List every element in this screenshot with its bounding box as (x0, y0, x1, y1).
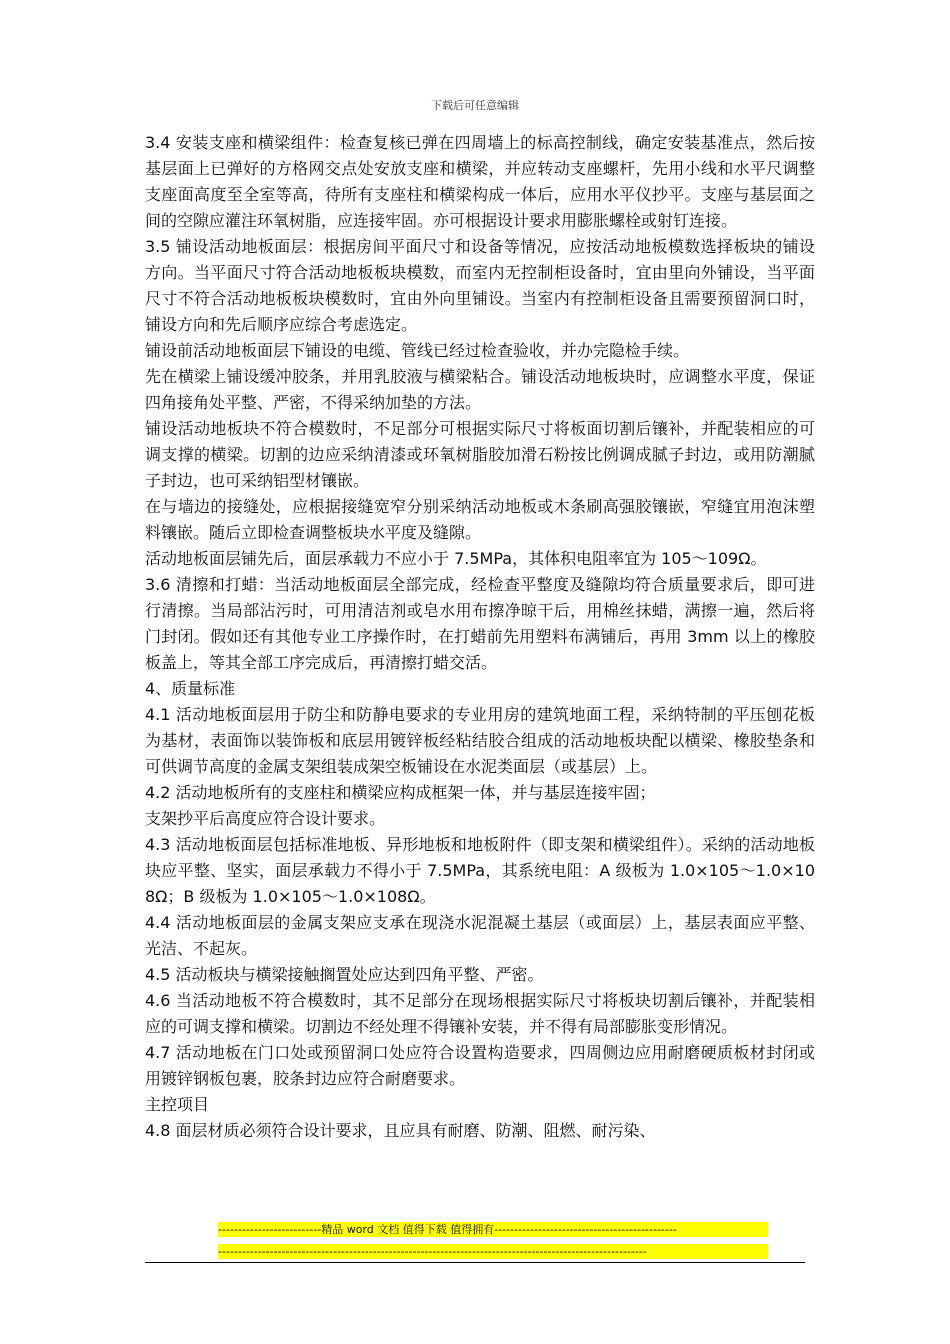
paragraph-buffer-strip: 先在横梁上铺设缓冲胶条，并用乳胶液与横梁粘合。铺设活动地板块时，应调整水平度，保证四角接角处平整、严密，不得采纳加垫的方法。 (145, 367, 815, 412)
paragraph-4-4: 4.4 活动地板面层的金属支架应支承在现浇水泥混凝土基层（或面层）上，基层表面应平整、光洁、不起灰。 (145, 913, 815, 958)
paragraph-4-7: 4.7 活动地板在门口处或预留洞口处应符合设置构造要求，四周侧边应用耐磨硬质板材封闭或用镀锌钢板包裹，胶条封边应符合耐磨要求。 (145, 1043, 815, 1088)
page-header-note: 下载后可任意编辑 (431, 99, 519, 112)
paragraph-4-6: 4.6 当活动地板不符合模数时，其不足部分在现场根据实际尺寸将板块切割后镶补，并配装相应的可调支撑和横梁。切割边不经处理不得镶补安装，并不得有局部膨胀变形情况。 (145, 991, 815, 1036)
paragraph-wall-joint: 在与墙边的接缝处，应根据接缝宽窄分别采纳活动地板或木条刷高强胶镶嵌，窄缝宜用泡沫塑料镶嵌。随后立即检查调整板块水平度及缝隙。 (145, 497, 815, 542)
paragraph-non-modular: 铺设活动地板块不符合模数时，不足部分可根据实际尺寸将板面切割后镶补，并配装相应的可调支撑的横梁。切割的边应采纳清漆或环氧树脂胶加滑石粉按比例调成腻子封边，或用防潮腻子封边，也可采纳铝型材镶嵌。 (145, 419, 815, 490)
document-body (145, 130, 815, 1144)
paragraph-4-5: 4.5 活动板块与横梁接触搁置处应达到四角平整、严密。 (145, 965, 544, 984)
paragraph-4-3: 4.3 活动地板面层包括标准地板、异形地板和地板附件（即支架和横梁组件）。采纳的活动地板块应平整、坚实，面层承载力不得小于 7.5MPa，其系统电阻：A 级板为 1.0×105～1.0×108Ω；B 级板为 1.0×105～1.0×108Ω。 (145, 835, 815, 906)
section-heading-quality: 4、质量标准 (145, 679, 236, 698)
paragraph-load-capacity: 活动地板面层铺先后，面层承载力不应小于 7.5MPa，其体积电阻率宜为 105～109Ω。 (145, 549, 767, 568)
paragraph-4-2: 4.2 活动地板所有的支座柱和横梁应构成框架一体，并与基层连接牢固； (145, 783, 656, 802)
section-heading-main-items: 主控项目 (145, 1095, 210, 1114)
paragraph-3-5: 3.5 铺设活动地板面层：根据房间平面尺寸和设备等情况，应按活动地板模数选择板块的铺设方向。当平面尺寸符合活动地板板块模数，而室内无控制柜设备时，宜由里向外铺设，当平面尺寸不符合活动地板板块模数时，宜由外向里铺设。当室内有控制柜设备且需要预留洞口时，铺设方向和先后顺序应综合考虑选定。 (145, 237, 815, 334)
footer-banner-bottom: ------------------------------------------------------------------------------------------------------------ (218, 1244, 768, 1259)
paragraph-4-8: 4.8 面层材质必须符合设计要求，且应具有耐磨、防潮、阻燃、耐污染、 (145, 1121, 656, 1140)
paragraph-4-2-cont: 支架抄平后高度应符合设计要求。 (145, 809, 386, 828)
footer-banner-top: --------------------------精品 word 文档 值得下载 值得拥有---------------------------------------------- (218, 1222, 768, 1237)
paragraph-3-6: 3.6 清擦和打蜡：当活动地板面层全部完成，经检查平整度及缝隙均符合质量要求后，即可进行清擦。当局部沾污时，可用清洁剂或皂水用布擦净晾干后，用棉丝抹蜡，满擦一遍，然后将门封闭。假如还有其他专业工序操作时，在打蜡前先用塑料布满铺后，再用 3mm 以上的橡胶板盖上，等其全部工序完成后，再清擦打蜡交活。 (145, 575, 815, 672)
paragraph-pre-check: 铺设前活动地板面层下铺设的电缆、管线已经过检查验收，并办完隐检手续。 (145, 341, 690, 360)
paragraph-4-1: 4.1 活动地板面层用于防尘和防静电要求的专业用房的建筑地面工程，采纳特制的平压刨花板为基材，表面饰以装饰板和底层用镀锌板经粘结胶合组成的活动地板块配以横梁、橡胶垫条和可供调节高度的金属支架组装成架空板铺设在水泥类面层（或基层）上。 (145, 705, 815, 776)
paragraph-3-4: 3.4 安装支座和横梁组件：检查复核已弹在四周墙上的标高控制线，确定安装基准点，然后按基层面上已弹好的方格网交点处安放支座和横梁，并应转动支座螺杆，先用小线和水平尺调整支座面高度至全室等高，待所有支座柱和横梁构成一体后，应用水平仪抄平。支座与基层面之间的空隙应灌注环氧树脂，应连接牢固。亦可根据设计要求用膨胀螺栓或射钉连接。 (145, 133, 815, 230)
footer-divider (145, 1262, 805, 1263)
